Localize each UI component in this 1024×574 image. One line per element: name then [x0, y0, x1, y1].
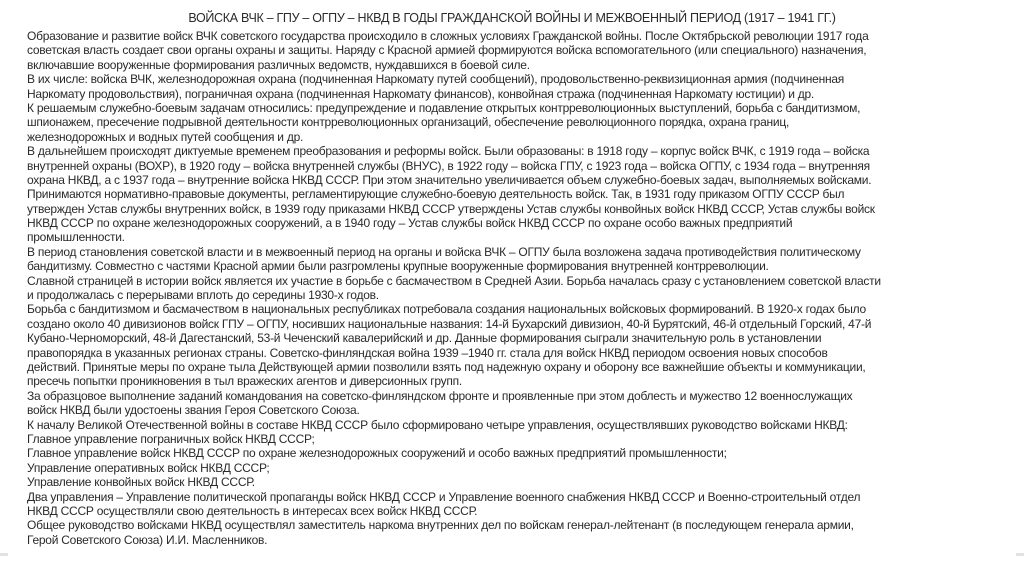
text-line: Управление конвойных войск НКВД СССР.: [27, 475, 255, 490]
text-line: включавшие вооруженные формирования различных ведомств, нуждавшихся в боевой силе.: [27, 57, 530, 72]
text-line: Общее руководство войсками НКВД осуществлял заместитель наркома внутренних дел по войскам генерал-лейтенант (в последующем генерала армии,: [27, 518, 854, 533]
text-line: За образцовое выполнение заданий командования на советско-финляндском фронте и проявленные при этом доблесть и мужество 12 военнослужащих: [27, 388, 853, 403]
text-line: Герой Советского Союза) И.И. Масленников.: [27, 532, 268, 547]
text-line: Наркомату продовольствия), пограничная охрана (подчиненная Наркомату финансов), конвойная стража (подчиненная Наркомату юстиции) и др.: [27, 86, 814, 101]
document-body: [27, 29, 1007, 547]
text-line: и продолжалась с перерывами вплоть до середины 1930-х годов.: [27, 288, 379, 303]
text-line: промышленности.: [27, 230, 125, 245]
text-line: НКВД СССР осуществляли свою деятельность в интересах всех войск НКВД СССР.: [27, 503, 478, 518]
text-line: внутренней охраны (ВОХР), в 1920 году – войска внутренней службы (ВНУС), в 1922 году – войска ГПУ, с 1923 года – войска ОГПУ, с 1934 года – внутренняя: [27, 158, 870, 173]
slide-edge-right: [1016, 553, 1024, 556]
text-line: шпионажем, пресечение подрывной деятельности контрреволюционных организаций, обеспечение революционного порядка, охрана границ,: [27, 115, 790, 130]
text-line: железнодорожных и водных путей сообщения и др.: [27, 129, 304, 144]
text-line: пресечь попытки проникновения в тыл вражеских агентов и диверсионных групп.: [27, 374, 462, 389]
text-line: создано около 40 дивизионов войск ГПУ – ОГПУ, носивших национальные названия: 14-й Бухарский дивизион, 40-й Бурятский, 46-й отдельный Горский, 47-й: [27, 316, 872, 331]
text-line: Главное управление пограничных войск НКВД СССР;: [27, 431, 315, 446]
text-line: войск НКВД были удостоены звания Героя Советского Союза.: [27, 403, 360, 418]
text-line: Борьба с бандитизмом и басмачеством в национальных республиках потребовала создания национальных войсковых формирований. В 1920-х годах было: [27, 302, 866, 317]
text-line: НКВД СССР по охране железнодорожных сооружений, а в 1940 году – Устав службы войск НКВД СССР по охране особо важных предприятий: [27, 216, 793, 231]
text-line: Главное управление войск НКВД СССР по охране железнодорожных сооружений и особо важных предприятий промышленности;: [27, 446, 727, 461]
text-line: Два управления – Управление политической пропаганды войск НКВД СССР и Управление военного снабжения НКВД СССР и Военно-строительный отдел: [27, 489, 861, 504]
text-line: Кубано-Черноморский, 48-й Дагестанский, 53-й Чеченский кавалерийский и др. Данные формирования сыграли значительную роль в установлении: [27, 331, 822, 346]
text-line: Принимаются нормативно-правовые документы, регламентирующие служебно-боевую деятельность войск. Так, в 1931 году приказом ОГПУ СССР был: [27, 187, 845, 202]
document-title: ВОЙСКА ВЧК – ГПУ – ОГПУ – НКВД В ГОДЫ ГРАЖДАНСКОЙ ВОЙНЫ И МЕЖВОЕННЫЙ ПЕРИОД (1917 – 1941 ГГ.): [188, 11, 836, 25]
text-line: охрана НКВД, а с 1937 года – внутренние войска НКВД СССР. При этом значительно увеличивается объем служебно-боевых задач, выполняемых войсками.: [27, 172, 872, 187]
text-line: советская власть создает свои органы охраны и защиты. Наряду с Красной армией формируются войска вспомогательного (или специального) назначения,: [27, 43, 867, 58]
text-line: бандитизму. Совместно с частями Красной армии были разгромлены крупные вооруженные формирования внутренней контрреволюции.: [27, 259, 769, 274]
text-line: К началу Великой Отечественной войны в составе НКВД СССР было сформировано четыре управления, осуществлявших руководство войсками НКВД:: [27, 417, 848, 432]
text-line: Управление оперативных войск НКВД СССР;: [27, 460, 270, 475]
slide-edge-left: [0, 553, 8, 556]
text-line: правопорядка в указанных регионах страны. Советско-финляндская война 1939 –1940 гг. стала для войск НКВД периодом освоения новых способов: [27, 345, 828, 360]
text-line: утвержден Устав службы внутренних войск, в 1939 году приказами НКВД СССР утверждены Устав службы конвойных войск НКВД СССР, Устав службы войск: [27, 201, 875, 216]
text-line: Славной страницей в истории войск является их участие в борьбе с басмачеством в Средней Азии. Борьба началась сразу с установлением советской власти: [27, 273, 881, 288]
text-line: В период становления советской власти и в межвоенный период на органы и войска ВЧК – ОГПУ была возложена задача противодействия политическому: [27, 244, 861, 259]
text-line: Образование и развитие войск ВЧК советского государства происходило в сложных условиях Гражданской войны. После Октябрьской революции 1917 года: [27, 29, 869, 43]
text-line: действий. Принятые меры по охране тыла Действующей армии позволили взять под надежную охрану и оборону все важнейшие объекты и коммуникации,: [27, 359, 866, 374]
text-line: В их числе: войска ВЧК, железнодорожная охрана (подчиненная Наркомату путей сообщений), продовольственно-реквизиционная армия (подчиненная: [27, 72, 845, 87]
text-line: К решаемым служебно-боевым задачам относились: предупреждение и подавление открытых контрреволюционных выступлений, борьба с бандитизмом,: [27, 100, 861, 115]
text-line: В дальнейшем происходят диктуемые временем преобразования и реформы войск. Были образованы: в 1918 году – корпус войск ВЧК, с 1919 года – войска: [27, 144, 870, 159]
